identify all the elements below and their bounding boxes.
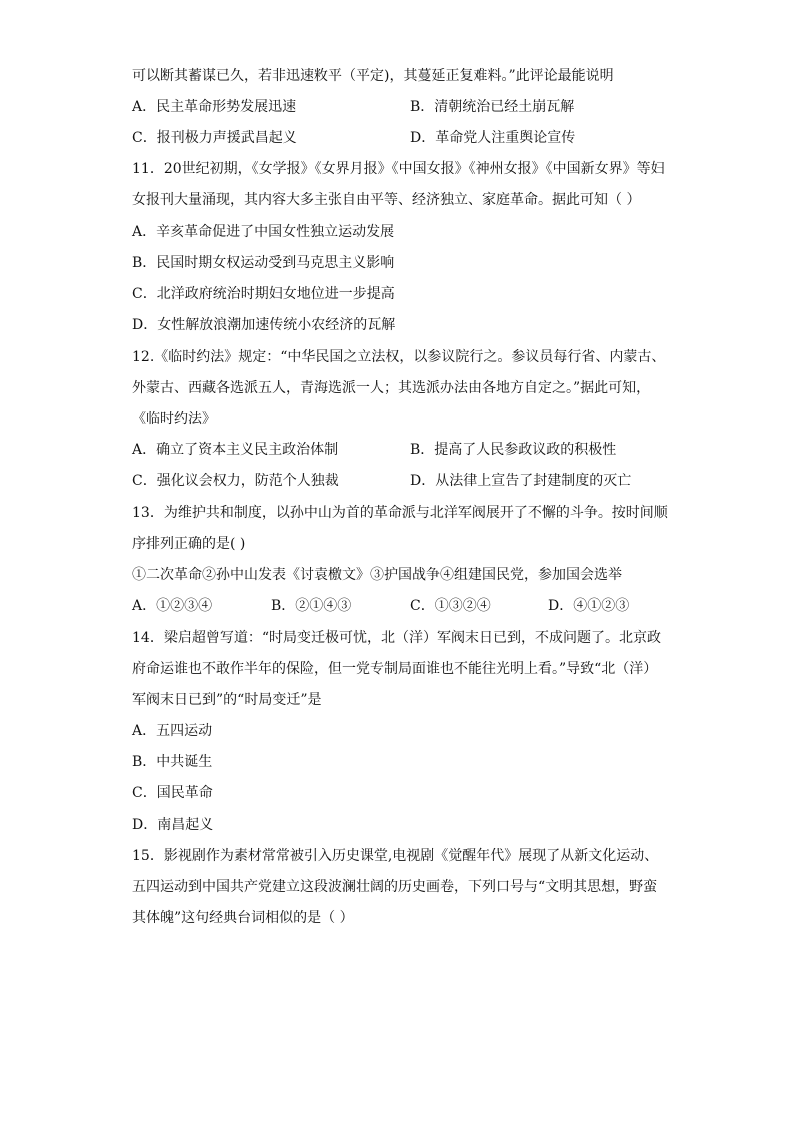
q12-stem-line-2: 外蒙古、西藏各选派五人，青海选派一人；其选派办法由各地方自定之。”据此可知，: [132, 380, 651, 396]
q15-stem-line-2: 五四运动到中国共产党建立这段波澜壮阔的历史画卷，下列口号与“文明其思想，野蛮: [132, 879, 658, 895]
q14-stem-line-3: 军阀末日已到”的“时局变迁”是: [132, 692, 322, 708]
q10-option-c[interactable]: C．报刊极力声援武昌起义: [132, 130, 297, 146]
q12-stem-line-3: 《临时约法》: [132, 411, 216, 427]
q13-option-b[interactable]: B．②①④③: [271, 598, 352, 614]
q15-stem-line-1: 15．影视剧作为素材常常被引入历史课堂,电视剧《觉醒年代》展现了从新文化运动、: [132, 848, 659, 864]
q14-stem-line-2: 府命运谁也不敢作半年的保险，但一党专制局面谁也不能往光明上看。”导致“北（洋）: [132, 661, 658, 677]
q13-option-c[interactable]: C．①③②④: [410, 598, 491, 614]
q13-option-a[interactable]: A．①②③④: [132, 598, 213, 614]
q14-option-a[interactable]: A．五四运动: [132, 723, 213, 739]
q13-stem-line-3: ①二次革命②孙中山发表《讨袁檄文》③护国战争④组建国民党，参加国会选举: [132, 567, 622, 583]
q12-options-row-2: [132, 471, 692, 491]
q13-options-row: [132, 596, 692, 616]
q10-option-a[interactable]: A．民主革命形势发展迅速: [132, 99, 297, 115]
q12-option-c[interactable]: C．强化议会权力，防范个人独裁: [132, 473, 339, 489]
q12-option-b[interactable]: B．提高了人民参政议政的积极性: [410, 442, 617, 458]
q10-stem-tail: 可以断其蓄谋已久，若非迅速敉平（平定)，其蔓延正复难料。”此评论最能说明: [132, 68, 614, 84]
q12-stem-line-1: 12.《临时约法》规定：“中华民国之立法权，以参议院行之。参议员每行省、内蒙古、: [132, 349, 666, 365]
q14-option-b[interactable]: B．中共诞生: [132, 754, 213, 770]
q14-stem-line-1: 14．梁启超曾写道：“时局变迁极可忧，北（洋）军阀末日已到，不成问题了。北京政: [132, 630, 661, 646]
q14-option-d[interactable]: D．南昌起义: [132, 817, 214, 833]
q13-stem-line-2: 序排列正确的是( ): [132, 536, 246, 552]
q10-options-row-2: [132, 128, 692, 148]
q13-stem-line-1: 13．为维护共和制度，以孙中山为首的革命派与北洋军阀展开了不懈的斗争。按时间顺: [132, 505, 668, 521]
q10-option-b[interactable]: B．清朝统治已经土崩瓦解: [410, 99, 575, 115]
q11-stem-line-2: 女报刊大量涌现，其内容大多主张自由平等、经济独立、家庭革命。据此可知（ ）: [132, 192, 641, 208]
q11-option-c[interactable]: C．北洋政府统治时期妇女地位进一步提高: [132, 286, 395, 302]
q11-option-a[interactable]: A．辛亥革命促进了中国女性独立运动发展: [132, 224, 395, 240]
q14-option-c[interactable]: C．国民革命: [132, 785, 213, 801]
q10-option-d[interactable]: D．革命党人注重舆论宣传: [410, 130, 576, 146]
q12-option-a[interactable]: A．确立了资本主义民主政治体制: [132, 442, 339, 458]
q15-stem-line-3: 其体魄”这句经典台词相似的是（ ）: [132, 910, 354, 926]
q11-option-b[interactable]: B．民国时期女权运动受到马克思主义影响: [132, 255, 395, 271]
q13-option-d[interactable]: D．④①②③: [548, 598, 630, 614]
q10-options-row-1: [132, 97, 692, 117]
q12-options-row-1: [132, 440, 692, 460]
q12-option-d[interactable]: D．从法律上宣告了封建制度的灭亡: [410, 473, 632, 489]
q11-option-d[interactable]: D．女性解放浪潮加速传统小农经济的瓦解: [132, 317, 396, 333]
q11-stem-line-1: 11．20世纪初期，《女学报》《女界月报》《中国女报》《神州女报》《中国新女界》等妇: [132, 161, 665, 177]
